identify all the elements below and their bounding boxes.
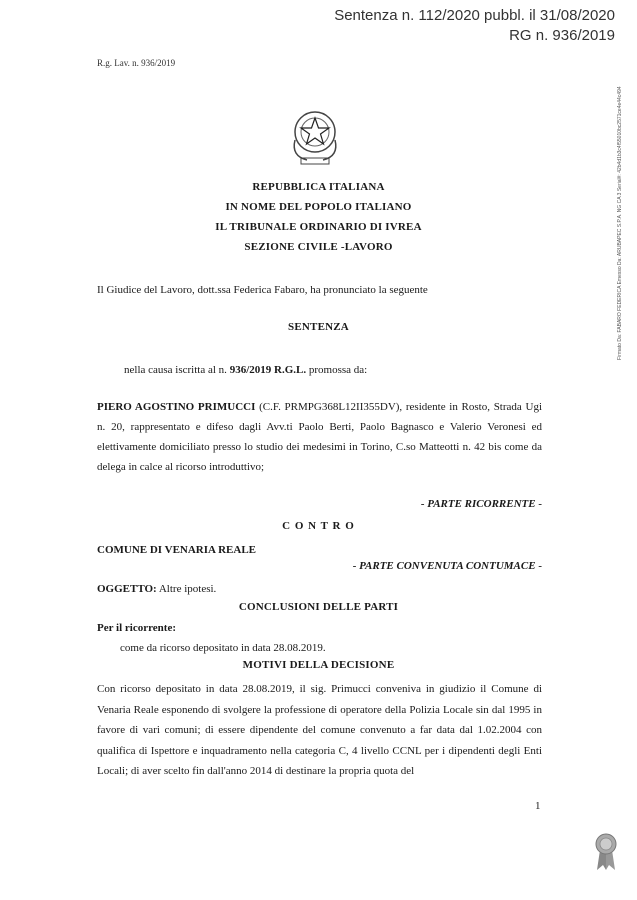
- italian-republic-emblem-icon: [287, 104, 343, 168]
- convenuto-name: COMUNE DI VENARIA REALE: [97, 544, 257, 556]
- party-name: PIERO AGOSTINO PRIMUCCI: [97, 401, 256, 413]
- causa-prefix: nella causa iscritta al n.: [124, 364, 227, 376]
- oggetto-value: Altre ipotesi.: [158, 583, 217, 595]
- conclusioni-title: CONCLUSIONI DELLE PARTI: [238, 601, 399, 613]
- causa-suffix: promossa da:: [308, 364, 368, 376]
- header-line-1: REPUBBLICA ITALIANA: [252, 181, 385, 193]
- header-line-3: IL TRIBUNALE ORDINARIO DI IVREA: [215, 221, 422, 233]
- party-details: (C.F. PRMPG368L12II355DV), residente in Rosto, Strada Ugi n. 20, rappresentato e difeso dagli Avv.ti Paolo Berti, Paolo Bagnasco e Valerio Veronesi ed elettivamente domiciliato presso lo studio dei medesimi in Torino, C.so Matteotti n. 42 bis come da delega in calce al ricorso introduttivo;: [97, 401, 542, 473]
- motivi-text: Con ricorso depositato in data 28.08.2019, il sig. Primucci conveniva in giudizio il Comune di Venaria Reale esponendo di svolgere la professione di operatore della Polizia Locale sin dal 1995 in favore di vari comuni; di essere dipendente del comune convenuto a far data dal 1.02.2004 con qualifica di Ispettore e inquadramento nella categoria C, 4 livello CCNL per i dipendenti degli Enti Locali; di aver scelto fin dall'anno 2014 di destinare la propria quota del: [97, 683, 542, 777]
- header-line-4: SEZIONE CIVILE -LAVORO: [244, 241, 393, 253]
- motivi-title: MOTIVI DELLA DECISIONE: [242, 659, 395, 671]
- causa-number: 936/2019 R.G.L.: [229, 364, 307, 376]
- ribbon-seal-icon: [594, 832, 618, 872]
- parte-ricorrente: - PARTE RICORRENTE -: [420, 498, 542, 510]
- ricorso-line: come da ricorso depositato in data 28.08.2019.: [120, 642, 326, 654]
- intro-text: Il Giudice del Lavoro, dott.ssa Federica Fabaro, ha pronunciato la seguente: [97, 284, 428, 296]
- contro-heading: C O N T R O: [282, 520, 355, 532]
- rg-reference: R.g. Lav. n. 936/2019: [97, 58, 176, 68]
- parte-convenuta: - PARTE CONVENUTA CONTUMACE -: [352, 560, 542, 572]
- stamp-line-2: RG n. 936/2019: [509, 27, 615, 44]
- digital-signature-note: Firmato Da: FABARO FEDERICA Emesso Da: ARUBAPEC S.P.A. NG CA 3 Serial#: 42b4d1b3c4f55010bc2571ce4e44c494: [617, 86, 623, 360]
- causa-line: [124, 361, 544, 380]
- per-ricorrente: Per il ricorrente:: [97, 622, 176, 634]
- party-paragraph: [97, 397, 542, 477]
- stamp-line-1: Sentenza n. 112/2020 pubbl. il 31/08/2020: [334, 7, 615, 24]
- page-number: 1: [535, 800, 541, 812]
- oggetto-label: OGGETTO:: [97, 583, 157, 595]
- publication-stamp: [334, 6, 615, 46]
- sentenza-title: SENTENZA: [288, 321, 349, 333]
- oggetto-line: [97, 580, 542, 599]
- header-line-2: IN NOME DEL POPOLO ITALIANO: [225, 201, 412, 213]
